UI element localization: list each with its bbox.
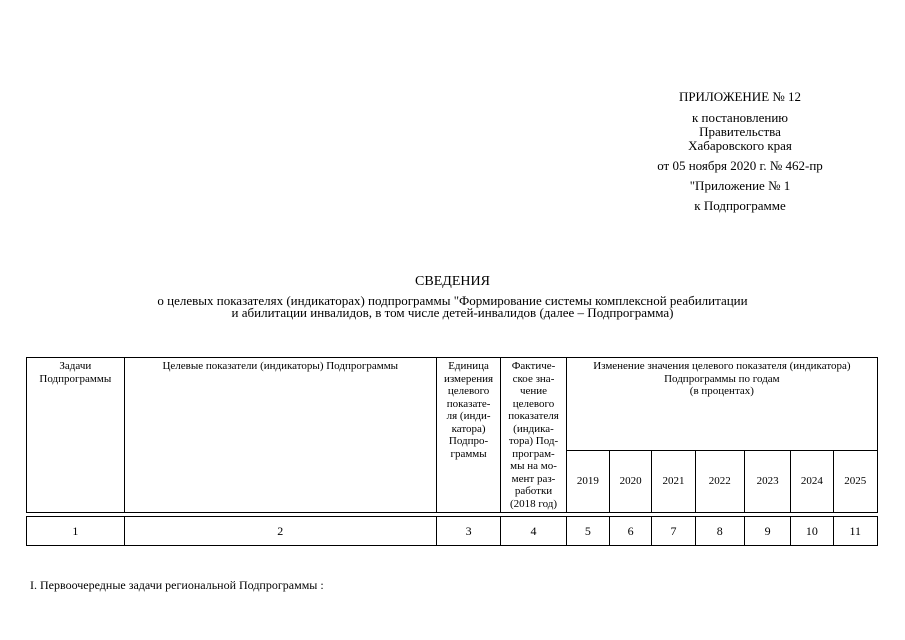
column-number: 3 <box>436 517 500 546</box>
header-change-line: (в процентах) <box>689 385 754 397</box>
header-actual-line: показателя <box>508 410 559 422</box>
header-unit-line: катора) <box>451 422 486 435</box>
column-number: 5 <box>566 517 609 546</box>
header-change-line: Изменение значения целевого показателя (индикатора) <box>593 360 851 372</box>
appendix-line: Хабаровского края <box>688 138 792 153</box>
year-cell: 2022 <box>695 451 744 513</box>
header-unit-line: целевого <box>447 385 490 397</box>
header-actual-line: Фактиче- <box>511 360 556 372</box>
column-number: 10 <box>791 517 833 546</box>
header-actual-line: чение <box>519 385 548 397</box>
year-cell: 2021 <box>652 451 695 513</box>
header-unit-line: граммы <box>450 447 487 460</box>
heading-subtitle-line: и абилитации инвалидов, в том числе детей-инвалидов (далее – Подпрограмма) <box>231 305 674 320</box>
appendix-number: ПРИЛОЖЕНИЕ № 12 <box>678 89 802 104</box>
year-cell: 2023 <box>744 451 790 513</box>
header-tasks: Задачи Подпрограммы <box>27 358 125 513</box>
header-actual-line: (индика- <box>513 422 554 435</box>
heading-subtitle <box>0 295 905 319</box>
document-heading <box>0 275 905 319</box>
header-unit-line: измерения <box>443 372 494 385</box>
header-actual-line: ское зна- <box>512 372 555 385</box>
header-change-by-year <box>566 358 877 451</box>
heading-subtitle-line: о целевых показателях (индикаторах) подпрограммы "Формирование системы комплексной реабилитации <box>157 293 748 308</box>
appendix-line: Правительства <box>699 124 781 139</box>
header-actual-line: мы на мо- <box>510 460 557 472</box>
header-indicators: Целевые показатели (индикаторы) Подпрограммы <box>124 358 436 513</box>
appendix-line: к постановлению <box>691 110 789 125</box>
appendix-line: к Подпрограмме <box>694 198 786 213</box>
heading-title: СВЕДЕНИЯ <box>415 274 490 289</box>
header-actual-line: (2018 год) <box>509 497 558 510</box>
column-number: 11 <box>833 517 877 546</box>
indicators-table <box>26 357 878 546</box>
column-number: 1 <box>27 517 125 546</box>
header-actual-line: тора) Под- <box>508 435 559 447</box>
column-number: 9 <box>744 517 790 546</box>
header-unit-line: Подпро- <box>448 435 489 447</box>
header-actual-line: мент раз- <box>511 472 556 485</box>
year-cell: 2024 <box>791 451 833 513</box>
header-actual-value <box>501 358 566 513</box>
column-number: 4 <box>501 517 566 546</box>
table-column-numbers-row <box>27 517 878 546</box>
appendix-block <box>640 90 840 213</box>
column-number: 7 <box>652 517 695 546</box>
header-unit <box>436 358 500 513</box>
table-header-row <box>27 358 878 451</box>
header-unit-line: показате- <box>446 397 491 410</box>
section-title: I. Первоочередные задачи региональной Подпрограммы : <box>30 578 324 592</box>
header-unit-line: Единица <box>448 360 489 372</box>
header-actual-line: целевого <box>512 397 555 410</box>
header-actual-line: програм- <box>512 447 555 460</box>
appendix-line: "Приложение № 1 <box>689 178 791 193</box>
appendix-line: от 05 ноября 2020 г. № 462-пр <box>657 158 823 173</box>
column-number: 6 <box>610 517 652 546</box>
year-cell: 2019 <box>566 451 609 513</box>
column-number: 8 <box>695 517 744 546</box>
header-change-line: Подпрограммы по годам <box>664 372 780 385</box>
year-cell: 2025 <box>833 451 877 513</box>
column-number: 2 <box>124 517 436 546</box>
header-actual-line: работки <box>514 485 553 497</box>
header-unit-line: ля (инди- <box>446 410 491 422</box>
year-cell: 2020 <box>610 451 652 513</box>
